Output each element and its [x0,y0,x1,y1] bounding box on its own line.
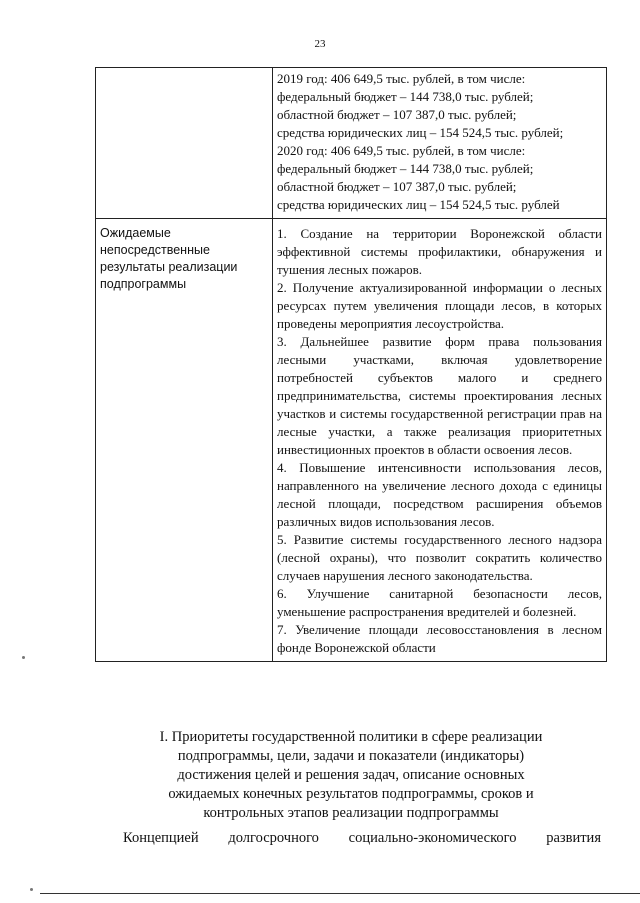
result-item: 7. Увеличение площади лесовосстановления в лесном фонде Воронежской области [277,622,602,655]
heading-line: ожидаемых конечных результатов подпрограммы, сроков и [168,786,534,802]
finance-line: 2020 год: 406 649,5 тыс. рублей, в том числе: [277,143,526,158]
body-word: развития [546,830,601,846]
finance-line: средства юридических лиц – 154 524,5 тыс. рублей [277,197,560,212]
finance-line: областной бюджет – 107 387,0 тыс. рублей; [277,107,517,122]
page-number: 23 [314,38,326,50]
financing-cell [273,68,607,219]
table-row-results [96,219,607,662]
page-bottom-rule [40,893,640,894]
result-item: 4. Повышение интенсивности использования лесов, направленного на увеличение лесного дохода с единицы лесной площади, посредством расширения объемов различных видов использования лесов. [277,460,602,529]
body-word: долгосрочного [228,830,319,846]
body-word: Концепцией [123,830,199,846]
results-label: Ожидаемые непосредственные результаты реализации подпрограммы [96,219,273,662]
section-heading [95,728,607,823]
scan-speck [30,888,33,891]
finance-line: федеральный бюджет – 144 738,0 тыс. рублей; [277,89,534,104]
result-item: 2. Получение актуализированной информации о лесных ресурсах путем увеличения площади лесов, в которых проведены мероприятия лесоустройства. [277,280,602,331]
finance-line: федеральный бюджет – 144 738,0 тыс. рублей; [277,161,534,176]
scan-speck [22,656,25,659]
results-cell [273,219,607,662]
body-paragraph-start [123,830,601,847]
empty-label-cell [96,68,273,219]
result-item: 5. Развитие системы государственного лесного надзора (лесной охраны), что позволит сократить количество случаев нарушения лесного законодательства. [277,532,602,583]
result-item: 6. Улучшение санитарной безопасности лесов, уменьшение распространения вредителей и болезней. [277,586,602,619]
heading-line: подпрограммы, цели, задачи и показатели (индикаторы) [177,748,525,764]
finance-line: средства юридических лиц – 154 524,5 тыс. рублей; [277,125,564,140]
finance-line: областной бюджет – 107 387,0 тыс. рублей; [277,179,517,194]
table-row-financing [96,68,607,219]
finance-line: 2019 год: 406 649,5 тыс. рублей, в том числе: [277,71,526,86]
program-passport-table [95,67,607,662]
heading-line: I. Приоритеты государственной политики в сфере реализации [159,729,543,745]
body-word: социально-экономического [348,830,517,846]
heading-line: достижения целей и решения задач, описание основных [177,767,525,783]
result-item: 3. Дальнейшее развитие форм права пользования лесными участками, включая удовлетворение потребностей субъектов малого и среднего предпринимательства, системы проектирования лесных участков и системы государственной регистрации прав на лесные участки, а также реализация приоритетных инвестиционных проектов в области освоения лесов. [277,334,602,457]
heading-line: контрольных этапов реализации подпрограммы [203,805,499,821]
result-item: 1. Создание на территории Воронежской области эффективной системы профилактики, обнаружения и тушения лесных пожаров. [277,226,602,277]
